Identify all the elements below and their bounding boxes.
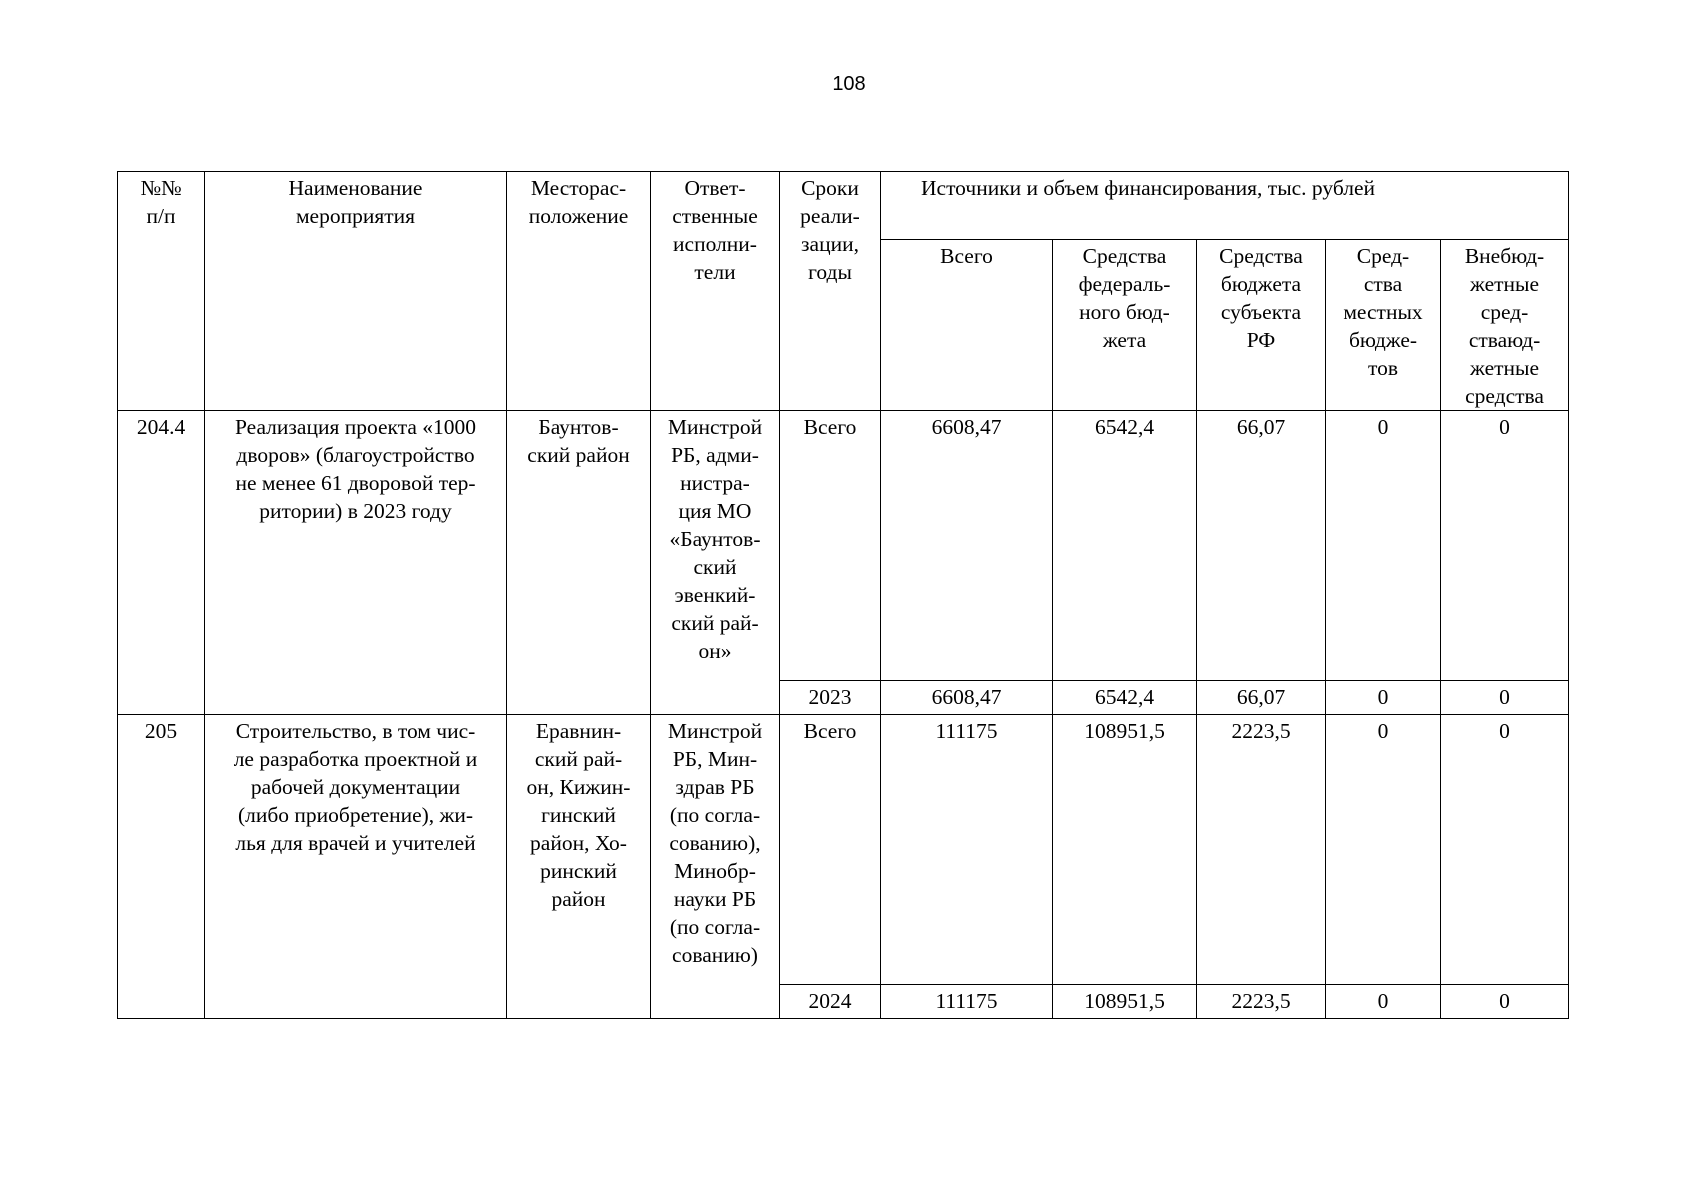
row-period: Всего <box>780 411 881 681</box>
row-regional: 66,07 <box>1197 411 1326 681</box>
row-location: Баунтов- ский район <box>507 411 651 715</box>
header-location: Месторас- положение <box>507 172 651 411</box>
header-regional: Средства бюджета субъекта РФ <box>1197 240 1326 411</box>
row-local: 0 <box>1326 411 1441 681</box>
row-total: 6608,47 <box>881 411 1053 681</box>
table-row <box>118 411 1569 681</box>
row-period: 2023 <box>780 681 881 715</box>
row-num: 204.4 <box>118 411 205 715</box>
row-total: 111175 <box>881 715 1053 985</box>
row-local: 0 <box>1326 985 1441 1019</box>
row-total: 6608,47 <box>881 681 1053 715</box>
header-name: Наименование мероприятия <box>205 172 507 411</box>
header-federal: Средства федераль- ного бюд- жета <box>1053 240 1197 411</box>
page-number: 108 <box>832 73 866 95</box>
row-extrabudget: 0 <box>1441 681 1569 715</box>
row-regional: 66,07 <box>1197 681 1326 715</box>
row-location: Еравнин- ский рай- он, Кижин- гинский район, Хо- ринский район <box>507 715 651 1019</box>
funding-table <box>117 171 1569 1019</box>
header-terms: Сроки реали- зации, годы <box>780 172 881 411</box>
header-funding: Источники и объем финансирования, тыс. рублей <box>881 172 1569 240</box>
row-num: 205 <box>118 715 205 1019</box>
header-num: №№ п/п <box>118 172 205 411</box>
row-extrabudget: 0 <box>1441 985 1569 1019</box>
row-federal: 6542,4 <box>1053 681 1197 715</box>
row-extrabudget: 0 <box>1441 411 1569 681</box>
row-period: 2024 <box>780 985 881 1019</box>
row-responsible: Минстрой РБ, Мин- здрав РБ (по согла- сованию), Минобр- науки РБ (по согла- сованию) <box>651 715 780 1019</box>
row-federal: 6542,4 <box>1053 411 1197 681</box>
row-responsible: Минстрой РБ, адми- нистра- ция МО «Баунтов- ский эвенкий- ский рай- он» <box>651 411 780 715</box>
header-row-1 <box>118 172 1569 240</box>
row-total: 111175 <box>881 985 1053 1019</box>
row-federal: 108951,5 <box>1053 985 1197 1019</box>
header-extrabudget: Внебюд- жетные сред- стваюд- жетные средства <box>1441 240 1569 411</box>
header-responsible: Ответ- ственные исполни- тели <box>651 172 780 411</box>
row-local: 0 <box>1326 681 1441 715</box>
header-local: Сред- ства местных бюдже- тов <box>1326 240 1441 411</box>
row-regional: 2223,5 <box>1197 715 1326 985</box>
header-total: Всего <box>881 240 1053 411</box>
row-federal: 108951,5 <box>1053 715 1197 985</box>
row-name: Строительство, в том чис- ле разработка проектной и рабочей документации (либо приобретение), жи- лья для врачей и учителей <box>205 715 507 1019</box>
table-row <box>118 715 1569 985</box>
row-period: Всего <box>780 715 881 985</box>
row-name: Реализация проекта «1000 дворов» (благоустройство не менее 61 дворовой тер- ритории) в 2023 году <box>205 411 507 715</box>
row-regional: 2223,5 <box>1197 985 1326 1019</box>
row-extrabudget: 0 <box>1441 715 1569 985</box>
row-local: 0 <box>1326 715 1441 985</box>
